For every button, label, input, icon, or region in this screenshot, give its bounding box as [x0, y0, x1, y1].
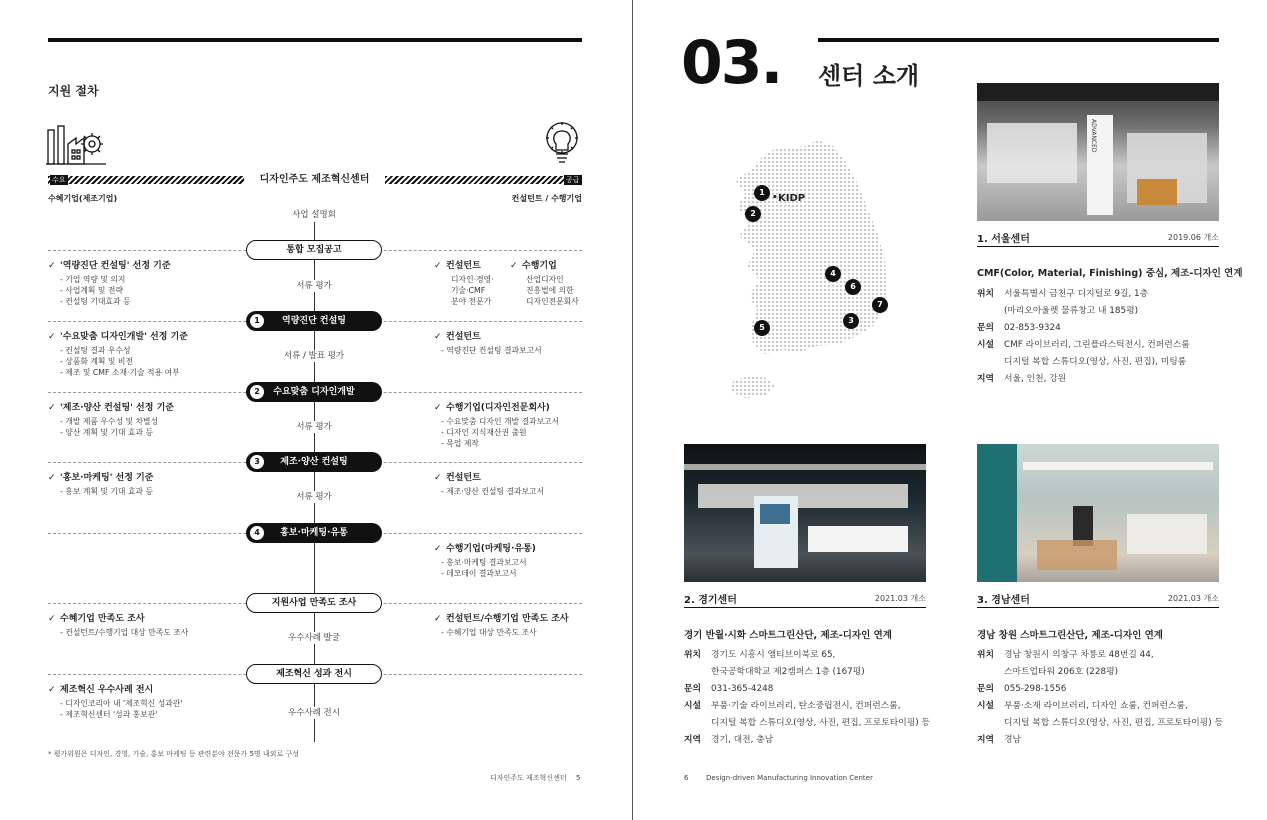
agency-list: 산업디자인 진흥법에 의한 디자인전문회사	[526, 275, 579, 306]
exhibit-title: ✓ 제조혁신 우수사례 전시	[48, 685, 154, 695]
survey-title: ✓ 수혜기업 만족도 조사	[48, 614, 145, 624]
section-title: 지원 절차	[48, 84, 99, 98]
map-label: KIDP	[778, 193, 806, 204]
center-date: 2021.03 개소	[874, 594, 926, 603]
criteria-list: - 개발 제품 우수성 및 차별성 - 양산 계획 및 기대 효과 등	[60, 417, 159, 437]
criteria-list: - 컨설팅 결과 우수성 - 상품화 계획 및 비전 - 제조 및 CMF 소재·기술 적용 여부	[60, 346, 180, 377]
top-rule	[48, 38, 582, 42]
chapter-number: 03.	[681, 28, 782, 98]
survey-pill: 지원사업 만족도 조사	[246, 593, 382, 613]
deliverable-list: - 홍보·마케팅 결과보고서 - 데모데이 결과보고서	[441, 558, 527, 578]
footer-title: 디자인주도 제조혁신센터	[490, 774, 567, 782]
footer-title: Design-driven Manufacturing Innovation Center	[706, 774, 873, 782]
survey-list: - 수혜기업 대상 만족도 조사	[441, 628, 537, 637]
column-header-supply: 컨설턴트 / 수행기업	[511, 194, 582, 203]
deliverable-list: - 수요맞춤 디자인 개발 결과보고서 - 디자인 지식재산권 출원 - 목업 제작	[441, 417, 560, 448]
center-headline: 경기 반월·시화 스마트그린산단, 제조-디자인 연계	[684, 630, 892, 641]
step-eval: 서류 평가	[254, 421, 374, 433]
criteria-list: - 기업 역량 및 의지 - 사업계획 및 전략 - 컨설팅 기대효과 등	[60, 275, 131, 306]
step3-pill: 3 제조·양산 컨설팅	[246, 452, 382, 472]
map-pin: 1	[754, 185, 770, 201]
map-pin: 7	[872, 297, 888, 313]
deliverable-title: ✓ 수행기업(마케팅·유통)	[434, 544, 536, 554]
step-eval: 서류 / 발표 평가	[244, 350, 384, 362]
step1-pill: 1 역량진단 컨설팅	[246, 311, 382, 331]
page-number: 6	[684, 774, 689, 782]
left-page	[0, 0, 632, 820]
footnote: * 평가위원은 디자인, 경영, 기술, 홍보 마케팅 등 관련분야 전문가 5명 내외로 구성	[48, 750, 299, 758]
criteria-title: ✓ '역량진단 컨설팅' 선정 기준	[48, 261, 171, 271]
step-eval: 서류 평가	[254, 491, 374, 503]
banner-tag-supply: 공급	[566, 176, 580, 184]
top-rule	[818, 38, 1219, 42]
exhibit-pill: 제조혁신 성과 전시	[246, 664, 382, 684]
step-eval: 서류 평가	[254, 280, 374, 292]
banner-hatch-left	[48, 176, 244, 184]
deliverable-list: - 역량진단 컨설팅 결과보고서	[441, 346, 542, 355]
survey-title: ✓ 컨설턴트/수행기업 만족도 조사	[434, 614, 569, 624]
center-divider	[977, 246, 1219, 247]
agency-title: ✓ 수행기업	[510, 261, 557, 271]
center-divider	[977, 607, 1219, 608]
center-headline: CMF(Color, Material, Finishing) 중심, 제조-디자인 연계	[977, 268, 1243, 279]
banner-tag-demand: 수요	[52, 176, 66, 184]
criteria-list: - 홍보 계획 및 기대 효과 등	[60, 487, 154, 496]
step2-pill: 2 수요맞춤 디자인개발	[246, 382, 382, 402]
center-name: 1. 서울센터	[977, 234, 1030, 245]
gyeongnam-center-photo	[977, 444, 1219, 582]
seoul-center-photo	[977, 83, 1219, 221]
map-pin: 3	[843, 313, 859, 329]
right-page: 03. 센터 소개 1 • KIDP 2 3 4 5 6 7 ADVANCED 1. 서울센터 2019.06 개소 CMF(Color, Material, Finishing) 중심, 제조-디자인 연계 위치 서울특별시 금천구 디지털로 9길, 1층 (마리오아울렛 물류창고 내 185평) 문의 02-853-9324 시설 CMF 라이브러리, 그린플라스틱전시, 컨퍼런스룸 디지털 복합 스튜디오(영상, 사진, 편집), 미팅룸 지역 서울, 인천, 강원 2. 경기센터 2021.03 개소 경기 반월·시화 스마트그린산단, 제조-디자인 연계 위치 경기도 시흥시 엠티브이북로 65, 한국공학대학교 제2캠퍼스 1층 (167평) 문의 031-365-4248 시설 부품·기술 라이브러리, 탄소중립전시, 컨퍼런스룸, 디지털 복합 스튜디오(영상, 사진, 편집, 프로토타이핑) 등 지역 경기, 대전, 충남 3. 경남센터 2021.03 개소 경남 창원 스마트그린산단, 제조-디자인 연계 위치 경남 창원시 의창구 차룡로 48번길 44, 스마트업타워 206호 (228평) 문의 055-298-1556 시설 부품·소재 라이브러리, 디자인 쇼룸, 컨퍼런스룸, 디지털 복합 스튜디오(영상, 사진, 편집, 프로토타이핑) 등 지역 경남 6 Design-driven Manufacturing Innovation Center	[633, 0, 1267, 820]
step-briefing: 사업 설명회	[254, 209, 374, 221]
banner-hatch-right	[385, 176, 582, 184]
chapter-title: 센터 소개	[818, 62, 920, 90]
center-divider	[684, 607, 926, 608]
criteria-title: ✓ '제조·양산 컨설팅' 선정 기준	[48, 403, 174, 413]
criteria-title: ✓ '수요맞춤 디자인개발' 선정 기준	[48, 332, 188, 342]
deliverable-list: - 제조·양산 컨설팅 결과보고서	[441, 487, 545, 496]
survey-list: - 컨설턴트/수행기업 대상 만족도 조사	[60, 628, 189, 637]
consultant-list: 디자인·경영· 기술·CMF 분야 전문가	[451, 275, 494, 306]
center-headline: 경남 창원 스마트그린산단, 제조-디자인 연계	[977, 630, 1163, 641]
bulb-gear-icon	[540, 120, 584, 166]
map-pin: 2	[745, 206, 761, 222]
step-recruit-pill: 통합 모집공고	[246, 240, 382, 260]
center-banner-title: 디자인주도 제조혁신센터	[259, 174, 370, 185]
map-pin: 4	[825, 266, 841, 282]
deliverable-title: ✓ 컨설턴트	[434, 332, 481, 342]
gyeonggi-center-photo	[684, 444, 926, 582]
photo-sign: ADVANCED	[1090, 119, 1097, 153]
consultant-title: ✓ 컨설턴트	[434, 261, 481, 271]
step-best-exhibit: 우수사례 전시	[254, 707, 374, 719]
step4-pill: 4 홍보·마케팅·유통	[246, 523, 382, 543]
map-pin: 6	[845, 279, 861, 295]
center-date: 2019.06 개소	[1167, 233, 1219, 242]
map-pin: 5	[754, 320, 770, 336]
step-best-cases: 우수사례 발굴	[254, 632, 374, 644]
center-name: 2. 경기센터	[684, 595, 737, 606]
map-label-dot: •	[772, 193, 778, 203]
factory-gear-icon	[46, 122, 108, 166]
center-date: 2021.03 개소	[1167, 594, 1219, 603]
deliverable-title: ✓ 수행기업(디자인전문회사)	[434, 403, 550, 413]
deliverable-title: ✓ 컨설턴트	[434, 473, 481, 483]
column-header-demand: 수혜기업(제조기업)	[48, 194, 118, 203]
criteria-title: ✓ '홍보·마케팅' 선정 기준	[48, 473, 154, 483]
page-number: 5	[576, 774, 581, 782]
korea-dot-map	[715, 140, 895, 440]
center-name: 3. 경남센터	[977, 595, 1030, 606]
exhibit-list: - 디자인코리아 내 '제조혁신 성과관' - 제조혁신센터 '성과 홍보관'	[60, 699, 183, 719]
